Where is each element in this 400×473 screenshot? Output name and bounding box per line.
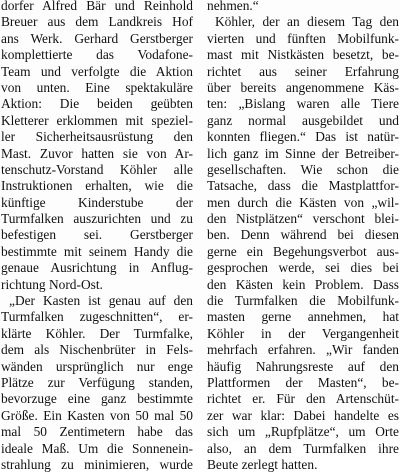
text-line: Instruktionen erhalten, wie die [1, 178, 193, 194]
text-line: Turmfalken auszurichten und zu [1, 211, 193, 227]
text-line: also, an dem Turmfalken ihre [207, 440, 399, 456]
text-line: ben. Denn während bei diesen [207, 227, 399, 243]
text-line: gesellschaften. Wie schon die [207, 161, 399, 177]
text-line: bestimmte mit seinem Handy die [1, 243, 193, 259]
text-line: ideale Maß. Um die Sonnenein- [1, 440, 193, 456]
text-line: Team und verfolgte die Aktion [1, 63, 193, 79]
text-line: Tatsache, dass die Mastplattfor- [207, 178, 399, 194]
text-line: Beute zerlegt hatten. [207, 456, 318, 472]
text-line: Köhler, der an diesem Tag den [215, 14, 399, 30]
text-line: genaue Ausrichtung in Anflug- [1, 260, 193, 276]
text-line: richtet aus seiner Erfahrung [207, 63, 399, 79]
text-line: lich ganz im Sinne der Betreiber- [207, 145, 399, 161]
text-line: zer war klar: Dabei handelte es [207, 407, 399, 423]
text-line: die Turmfalken die Mobilfunk- [207, 293, 399, 309]
text-line: „Der Kasten ist genau auf den [9, 293, 193, 309]
text-line: mehrfach erfahren. „Wir fanden [207, 342, 399, 358]
text-line: Mast. Zuvor hatten sie von Ar- [1, 145, 193, 161]
text-line: ganz normal ausgebildet und [207, 112, 399, 128]
text-line: bevorzuge eine ganz bestimmte [1, 391, 193, 407]
text-line: nehmen.“ [207, 0, 259, 13]
text-line: wänden ursprünglich nur enge [1, 358, 193, 374]
text-line: Köhler in der Vergangenheit [207, 325, 399, 341]
text-line: strahlung zu minimieren, wurde [1, 456, 193, 472]
text-line: den Kästen kein Problem. Dass [207, 276, 399, 292]
text-line: von unten. Eine spektakuläre [1, 79, 193, 95]
text-line: richtet er. Für den Artenschüt- [207, 391, 399, 407]
text-line: richtung Nord-Ost. [1, 276, 103, 292]
text-line: dorfer Alfred Bär und Reinhold [1, 0, 193, 13]
text-line: Aktion: Die beiden geübten [1, 96, 193, 112]
text-line: klärte Köhler. Der Turmfalke, [1, 325, 193, 341]
text-line: men durch die Kästen von „wil- [207, 194, 399, 210]
text-line: gesprochen werde, sei dies bei [207, 260, 399, 276]
article-column-right [207, 0, 399, 473]
text-line: mast mit Nistkästen besetzt, be- [207, 47, 399, 63]
text-line: Größe. Ein Kasten von 50 mal 50 [1, 407, 193, 423]
text-line: masten gerne annehmen, hat [207, 309, 399, 325]
text-line: vierten und fünften Mobilfunk- [207, 30, 399, 46]
text-line: dem als Nischenbrüter in Fels- [1, 342, 193, 358]
text-line: den Nistplätzen“ verschont blei- [207, 211, 399, 227]
text-line: Plattformen der Masten“, be- [207, 374, 399, 390]
text-line: sich um „Rupfplätze“, um Orte [207, 424, 399, 440]
text-line: über bereits angenommene Käs- [207, 79, 399, 95]
text-line: mal 50 Zentimetern habe das [1, 424, 193, 440]
text-line: befestigen sei. Gerstberger [1, 227, 193, 243]
text-line: ten: „Bislang waren alle Tiere [207, 96, 399, 112]
text-line: künftige Kinderstube der [1, 194, 193, 210]
text-line: tenschutz-Vorstand Köhler alle [1, 161, 193, 177]
text-line: Kletterer erklommen mit speziel- [1, 112, 193, 128]
text-line: ler Sicherheitsausrüstung den [1, 129, 193, 145]
text-line: Plätze zur Verfügung standen, [1, 374, 193, 390]
article-column-left [1, 0, 193, 473]
text-line: Turmfalken zugeschnitten“, er- [1, 309, 193, 325]
text-line: gerne ein Begehungsverbot aus- [207, 243, 399, 259]
text-line: Breuer aus dem Landkreis Hof [1, 14, 193, 30]
text-line: häufig Nahrungsreste auf den [207, 358, 399, 374]
text-line: ans Werk. Gerhard Gerstberger [1, 30, 193, 46]
text-line: komplettierte das Vodafone- [1, 47, 193, 63]
text-line: konnten fliegen.“ Das ist natür- [207, 129, 399, 145]
